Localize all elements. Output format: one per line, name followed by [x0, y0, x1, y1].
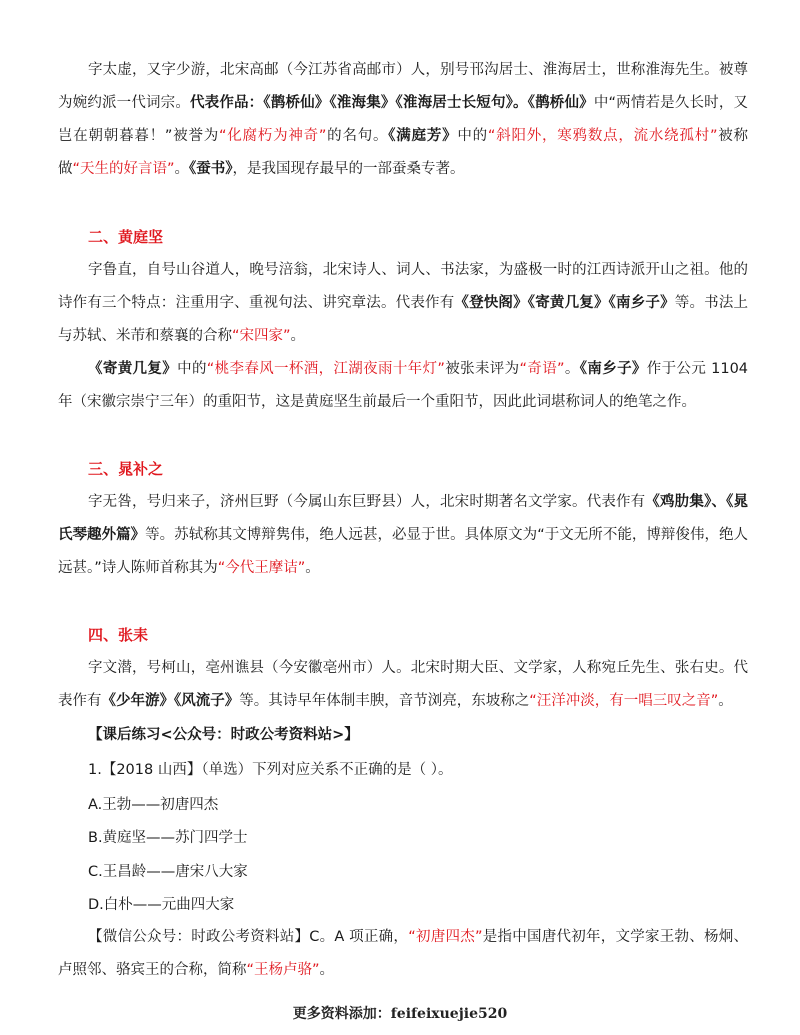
exercise-answer: 【微信公众号：时政公考资料站】C。A 项正确，“初唐四杰”是指中国唐代初年，文学家王勃、杨炯、卢照邻、骆宾王的合称，简称“王杨卢骆”。 [58, 929, 748, 978]
option-a: A.王勃——初唐四杰 [88, 797, 219, 813]
exercise-title: 【课后练习<公众号：时政公考资料站>】 [88, 727, 359, 743]
huang-tingjian-paragraph-2: 《寄黄几复》中的“桃李春风一杯酒，江湖夜雨十年灯”被张耒评为“奇语”。《南乡子》作于公元 1104 年（宋徽宗崇宁三年）的重阳节，这是黄庭坚生前最后一个重阳节，因此此词堪称词人的绝笔之作。 [58, 361, 749, 410]
section-heading-huang-tingjian: 二、黄庭坚 [88, 228, 164, 246]
section-heading-chao-buzhi: 三、晁补之 [88, 460, 164, 478]
chao-buzhi-paragraph: 字无咎，号归来子，济州巨野（今属山东巨野县）人，北宋时期著名文学家。代表作有《鸡肋集》、《晁氏琴趣外篇》等。苏轼称其文博辩隽伟，绝人远甚，必显于世。具体原文为“于文无所不能，博辩俊伟，绝人远甚。”诗人陈师首称其为“今代王摩诘”。 [58, 494, 749, 576]
section-heading-zhang-lei: 四、张耒 [88, 626, 149, 644]
zhang-lei-paragraph: 字文潜，号柯山，亳州谯县（今安徽亳州市）人。北宋时期大臣、文学家，人称宛丘先生、张右史。代表作有《少年游》《风流子》等。其诗早年体制丰腴，音节浏亮，东坡称之“汪洋冲淡，有一唱三叹之音”。 [58, 660, 748, 709]
huang-tingjian-paragraph-1: 字鲁直，自号山谷道人，晚号涪翁，北宋诗人、词人、书法家，为盛极一时的江西诗派开山之祖。他的诗作有三个特点：注重用字、重视句法、讲究章法。代表作有《登快阁》《寄黄几复》《南乡子》等。书法上与苏轼、米芾和蔡襄的合称“宋四家”。 [58, 262, 749, 344]
footer-contact: 更多资料添加：feifeixuejie520 [292, 1006, 508, 1022]
option-b: B.黄庭坚——苏门四学士 [88, 830, 248, 846]
option-d: D.白朴——元曲四大家 [88, 897, 235, 913]
option-c: C.王昌龄——唐宋八大家 [88, 864, 248, 880]
exercise-question: 1.【2018 山西】（单选）下列对应关系不正确的是（ ）。 [88, 762, 453, 778]
qin-guan-paragraph: 字太虚，又字少游，北宋高邮（今江苏省高邮市）人，别号邗沟居士、淮海居士，世称淮海先生。被尊为婉约派一代词宗。代表作品：《鹊桥仙》《淮海集》《淮海居士长短句》。《鹊桥仙》中“两情若是久长时，又岂在朝朝暮暮！”被誉为“化腐朽为神奇”的名句。《满庭芳》中的“斜阳外，寒鸦数点，流水绕孤村”被称做“天生的好言语”。《蚕书》，是我国现存最早的一部蚕桑专著。 [58, 62, 749, 177]
